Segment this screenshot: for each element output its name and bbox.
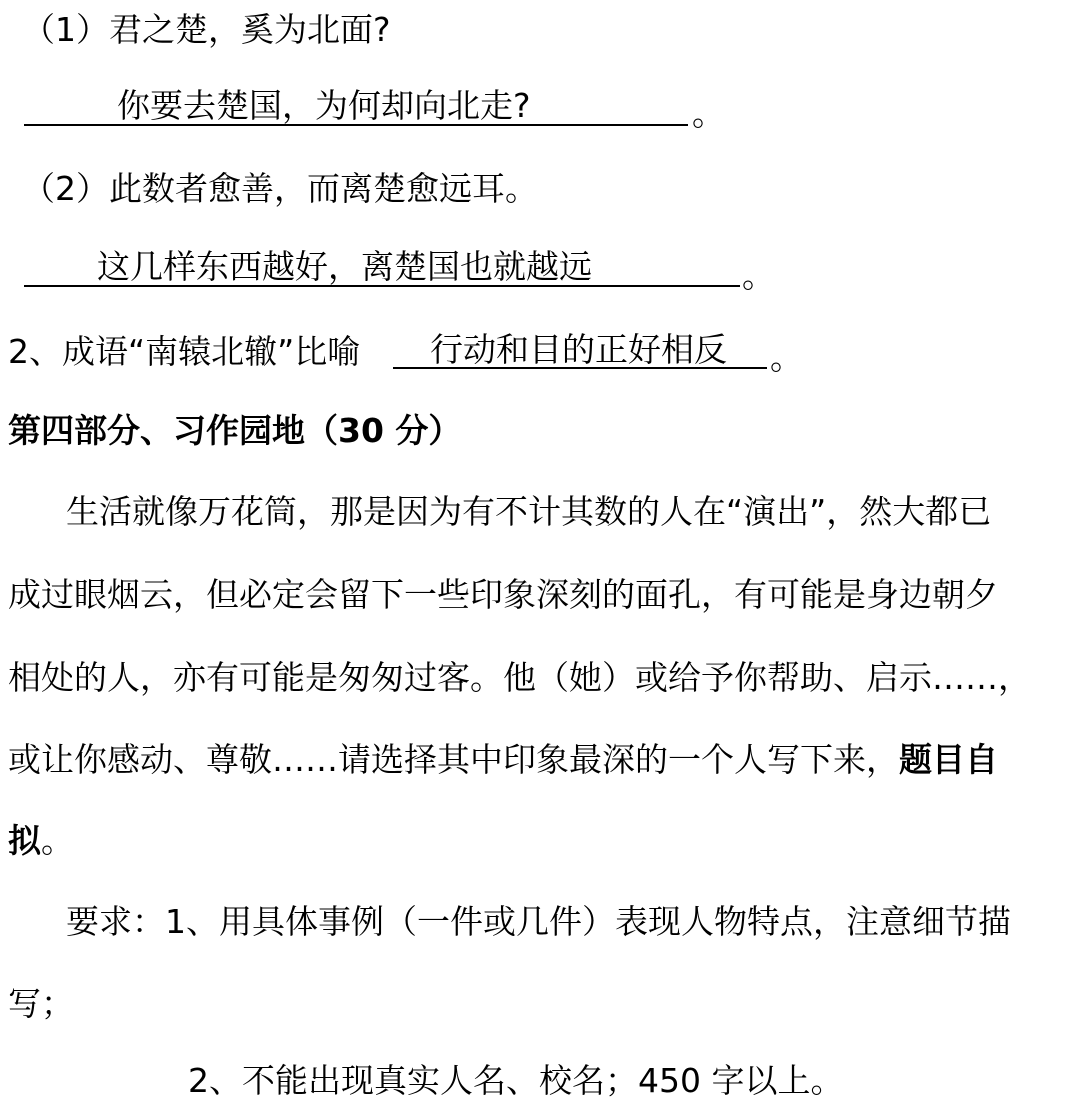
requirement-2: 2、不能出现真实人名、校名；450 字以上。: [188, 1061, 844, 1100]
q3-period: 。: [770, 338, 803, 377]
essay-line-4: [8, 738, 998, 782]
essay-line-5-period: 。: [41, 821, 74, 860]
q1-prompt: （1）君之楚，奚为北面?: [22, 10, 391, 49]
q3-prompt: 2、成语“南辕北辙”比喻: [8, 332, 361, 371]
q1-period: 。: [692, 94, 725, 133]
requirement-1-line-2: 写；: [8, 984, 74, 1023]
essay-line-3: 相处的人，亦有可能是匆匆过客。他（她）或给予你帮助、启示……，: [8, 658, 1031, 697]
essay-line-1: 生活就像万花筒，那是因为有不计其数的人在“演出”，然大都已: [66, 492, 992, 531]
q2-period: 。: [742, 256, 775, 295]
essay-title-free-bold: 题目自: [899, 740, 998, 779]
section-title: 第四部分、习作园地（30 分）: [8, 411, 462, 450]
q3-answer: 行动和目的正好相反: [430, 330, 727, 369]
q2-prompt: （2）此数者愈善，而离楚愈远耳。: [22, 169, 538, 208]
essay-line-5: [8, 819, 74, 863]
q2-answer: 这几样东西越好，离楚国也就越远: [97, 247, 592, 286]
requirement-1-line-1: 要求：1、用具体事例（一件或几件）表现人物特点，注意细节描: [66, 902, 1011, 941]
essay-line-4-text: 或让你感动、尊敬……请选择其中印象最深的一个人写下来，: [8, 740, 899, 779]
q1-answer: 你要去楚国，为何却向北走?: [117, 86, 531, 125]
essay-ni-bold: 拟: [8, 821, 41, 860]
essay-line-2: 成过眼烟云，但必定会留下一些印象深刻的面孔，有可能是身边朝夕: [8, 575, 998, 614]
